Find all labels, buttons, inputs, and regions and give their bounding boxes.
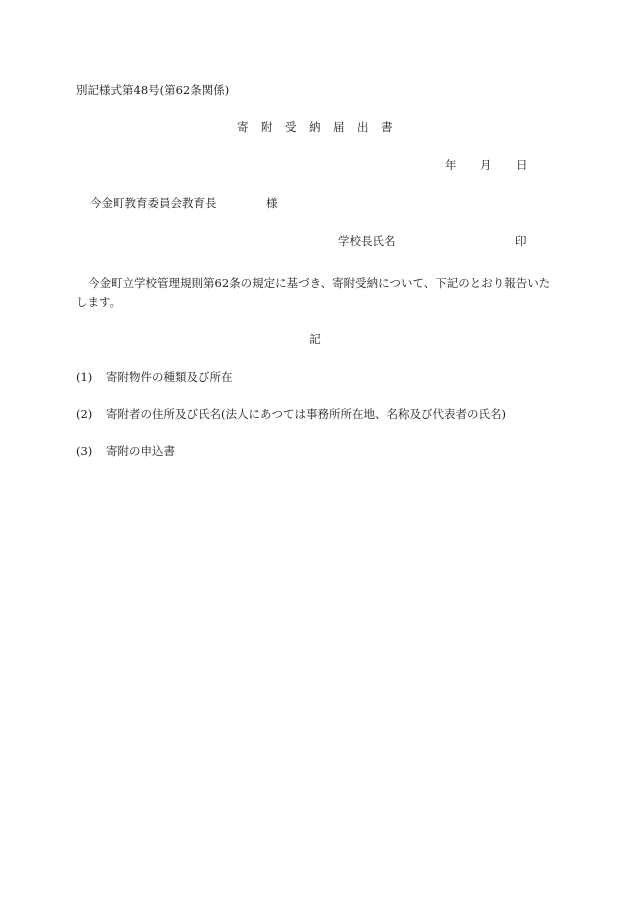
- item-text: 寄附者の住所及び氏名(法人にあつては事務所所在地、名称及び代表者の氏名): [106, 407, 506, 421]
- item-text: 寄附物件の種類及び所在: [106, 370, 233, 384]
- item-number: (3): [76, 444, 93, 458]
- ki-heading: 記: [309, 332, 321, 346]
- item-text: 寄附の申込書: [106, 444, 175, 458]
- body-paragraph: 今金町立学校管理規則第62条の規定に基づき、寄附受納について、下記のとおり報告いたします。: [76, 276, 551, 309]
- date-month-label: 月: [480, 158, 492, 172]
- addressee-name: 今金町教育委員会教育長: [90, 196, 217, 210]
- item-number: (2): [76, 407, 93, 421]
- addressee-honorific: 様: [266, 196, 278, 210]
- document-title: 寄 附 受 納 届 出 書: [237, 120, 393, 134]
- principal-name-label: 学校長氏名: [338, 234, 396, 248]
- date-year-label: 年: [445, 158, 457, 172]
- date-day-label: 日: [516, 158, 528, 172]
- form-number-label: 別記様式第48号(第62条関係): [76, 83, 230, 97]
- seal-mark: 印: [515, 234, 527, 248]
- item-number: (1): [76, 370, 93, 384]
- list-item: [76, 446, 175, 458]
- list-item: [76, 372, 233, 384]
- list-item: [76, 409, 506, 421]
